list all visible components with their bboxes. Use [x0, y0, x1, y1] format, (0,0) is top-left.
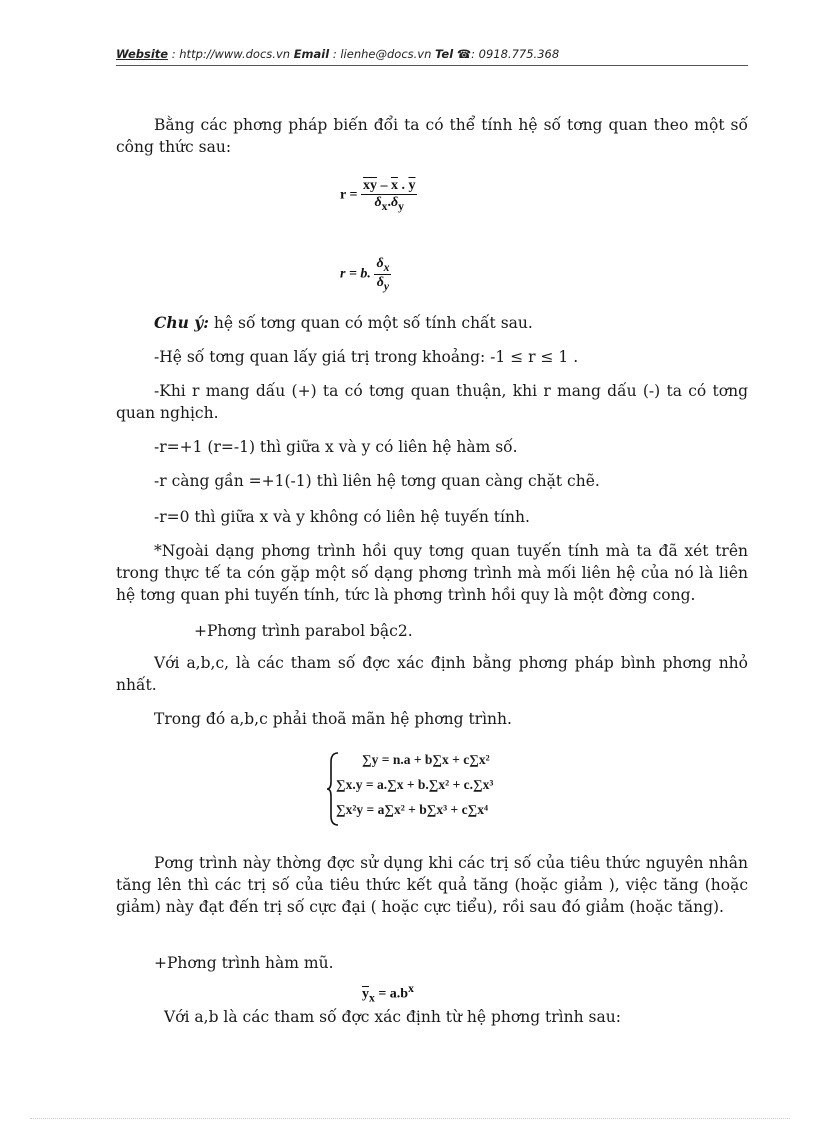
system-row-2: ∑x.y = a.∑x + b.∑x² + c.∑x³	[336, 777, 494, 792]
exp-rhs: = a.b	[374, 986, 409, 1002]
formula1-x-bar: $\overline{x}$	[390, 178, 398, 193]
system-row-3: ∑x²y = a∑x² + b∑x³ + c∑x⁴	[336, 802, 489, 817]
formula1-xy: $\overline{xy}$	[362, 178, 377, 193]
email-value[interactable]: lienhe@docs.vn	[340, 47, 436, 61]
note-label: Chu ý:	[154, 313, 209, 332]
nonlinear-paragraph: *Ngoài dạng phơng trình hồi quy tơng quan tuyến tính mà ta đã xét trên trong thực tế ta cón gặp một số dạng phơng trình mà mối liên hệ của nó là liên hệ tơng quan phi tuyến tính, tức là phơng trình hồi quy là một đờng cong.	[116, 542, 748, 604]
formula1-sub-x: x	[381, 199, 388, 213]
parabola-equation-system	[326, 752, 556, 826]
formula1-y-bar: $\overline{y}$	[408, 178, 416, 193]
page-bottom-border	[30, 1118, 790, 1119]
website-url[interactable]: http://www.docs.vn	[179, 47, 294, 61]
formula-r-covariance	[340, 178, 417, 213]
formula1-fraction	[361, 178, 418, 213]
property-range-text: -Hệ số tơng quan lấy giá trị trong khoảng: -1	[154, 348, 511, 366]
formula2-sub-y: y	[383, 279, 390, 293]
website-sep: :	[168, 47, 180, 61]
formula1-den-dot: .	[387, 195, 391, 210]
formula1-numerator	[361, 178, 418, 195]
page-header	[116, 47, 748, 61]
website-label: Website	[116, 47, 169, 61]
property-functional: -r=+1 (r=-1) thì giữa x và y có liên hệ hàm số.	[154, 438, 518, 456]
email-label: Email	[293, 47, 330, 61]
intro-paragraph: Bằng các phơng pháp biến đổi ta có thể tính hệ số tơng quan theo một số công thức sau:	[116, 116, 748, 156]
formula1-minus: –	[376, 178, 391, 193]
le-symbol-2: ≤	[540, 348, 554, 366]
note-text: hệ số tơng quan có một số tính chất sau.	[209, 314, 533, 332]
property-range-r: r	[523, 348, 541, 366]
property-sign: -Khi r mang dấu (+) ta có tơng quan thuận, khi r mang dấu (-) ta có tơng quan nghịch.	[116, 382, 748, 422]
property-range	[116, 346, 748, 368]
exp-sup-x: x	[408, 982, 414, 995]
formula2-lhs: r = b.	[340, 266, 371, 282]
property-zero: -r=0 thì giữa x và y không có liên hệ tuyến tính.	[154, 508, 530, 526]
property-range-end: 1 .	[553, 348, 579, 366]
formula2-sub-x: x	[383, 260, 390, 274]
exponential-intro: Với a,b là các tham số đợc xác định từ hệ phơng trình sau:	[164, 1008, 621, 1026]
formula2-delta-x: δ	[376, 256, 384, 271]
formula1-delta-y: δ	[390, 195, 399, 210]
formula1-denominator	[361, 195, 418, 213]
formula2-numerator	[374, 256, 391, 275]
parabola-usage-paragraph: Pơng trình này thờng đợc sử dụng khi các trị số của tiêu thức nguyên nhân tăng lên thì các trị số của tiêu thức kết quả tăng (hoặc giảm ), việc tăng (hoặc giảm) này đạt đến trị số cực đại ( hoặc cực tiểu), rồi sau đó giảm (hoặc tăng).	[116, 854, 748, 916]
exp-y-bar: $\overline{y}$	[362, 986, 369, 1002]
system-row-1: ∑y = n.a + b∑x + c∑x²	[362, 752, 490, 767]
le-symbol-1: ≤	[510, 348, 524, 366]
property-closeness: -r càng gần =+1(-1) thì liên hệ tơng quan càng chặt chẽ.	[154, 472, 600, 490]
tel-value: : 0918.775.368	[471, 47, 560, 61]
formula1-sub-y: y	[398, 199, 404, 213]
system-intro: Trong đó a,b,c phải thoã mãn hệ phơng trình.	[154, 710, 512, 728]
formula2-delta-y: δ	[376, 274, 384, 290]
tel-label: Tel	[435, 47, 454, 61]
formula1-delta-x: δ	[374, 195, 382, 210]
email-sep: :	[329, 47, 341, 61]
formula2-fraction	[374, 256, 391, 293]
note-paragraph	[116, 312, 748, 334]
phone-icon: ☎	[456, 47, 472, 61]
formula2-denominator	[374, 275, 391, 293]
header-divider	[116, 65, 748, 66]
parabol-heading: +Phơng trình parabol bậc2.	[194, 622, 413, 640]
least-squares-paragraph: Với a,b,c, là các tham số đợc xác định bằng phơng pháp bình phơng nhỏ nhất.	[116, 654, 748, 694]
exponential-formula	[362, 982, 414, 1004]
formula1-lhs: r =	[340, 187, 358, 203]
exponential-heading: +Phơng trình hàm mũ.	[154, 954, 334, 972]
formula1-dot: .	[397, 178, 409, 193]
exp-sub-x: x	[369, 991, 375, 1005]
formula-r-slope	[340, 256, 391, 293]
